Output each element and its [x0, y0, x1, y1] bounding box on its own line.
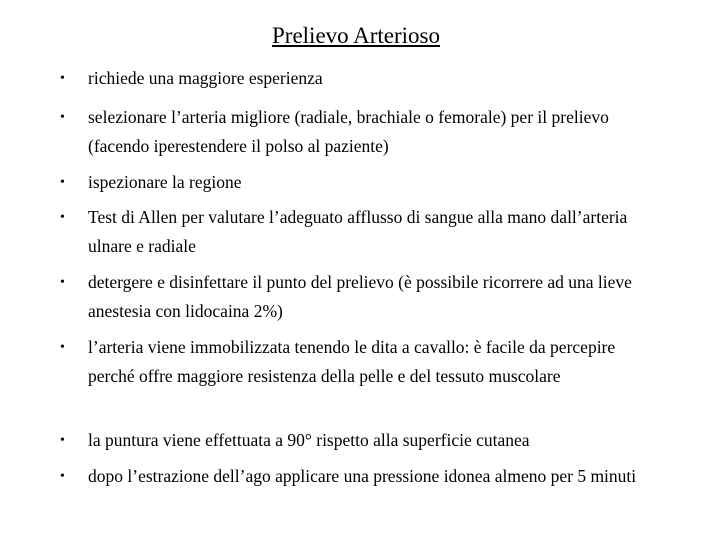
- bullet-text: ispezionare la regione: [88, 172, 242, 192]
- bullet-text: dopo l’estrazione dell’ago applicare una pressione idonea almeno per 5 minuti: [88, 466, 637, 486]
- bullet-item: [60, 268, 650, 326]
- bullet-item: [60, 103, 650, 161]
- bullet-icon: •: [60, 340, 65, 355]
- bullet-item: [60, 426, 650, 455]
- bullet-text: detergere e disinfettare il punto del prelievo (è possibile ricorrere ad una lieve anestesia con lidocaina 2%): [88, 272, 632, 321]
- bullet-text: richiede una maggiore esperienza: [88, 68, 323, 88]
- slide-title-text: Prelievo Arterioso: [272, 23, 440, 48]
- bullet-text: Test di Allen per valutare l’adeguato afflusso di sangue alla mano dall’arteria ulnare e radiale: [88, 207, 628, 256]
- bullet-icon: •: [60, 210, 65, 225]
- bullet-item: [60, 64, 650, 93]
- bullet-text: selezionare l’arteria migliore (radiale, brachiale o femorale) per il prelievo (facendo iperestendere il polso al paziente): [88, 107, 609, 156]
- bullet-item: [60, 462, 650, 491]
- bullet-item: [60, 203, 650, 261]
- bullet-icon: •: [60, 275, 65, 290]
- bullet-icon: •: [60, 110, 65, 125]
- bullet-icon: •: [60, 175, 65, 190]
- bullet-text: l’arteria viene immobilizzata tenendo le dita a cavallo: è facile da percepire perché offre maggiore resistenza della pelle e del tessuto muscolare: [88, 337, 616, 386]
- bullet-icon: •: [60, 71, 65, 86]
- bullet-item: [60, 168, 650, 197]
- bullet-icon: •: [60, 469, 65, 484]
- bullet-item: [60, 333, 650, 391]
- slide-title: [0, 22, 712, 50]
- bullet-text: la puntura viene effettuata a 90° rispetto alla superficie cutanea: [88, 430, 530, 450]
- bullet-icon: •: [60, 433, 65, 448]
